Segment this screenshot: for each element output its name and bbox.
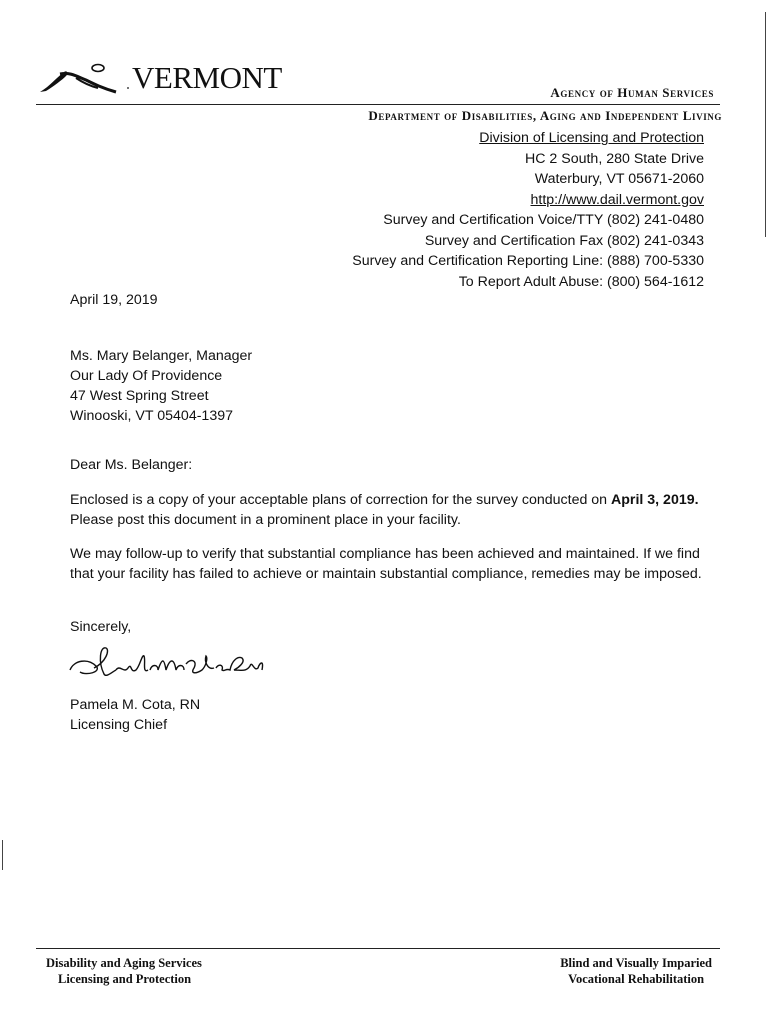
footer-right-line-2: Vocational Rehabilitation [568, 972, 705, 986]
department-name: Department of Disabilities, Aging and Independent Living [368, 108, 722, 123]
recipient-name: Ms. Mary Belanger, Manager [70, 348, 253, 364]
footer-left [46, 955, 202, 987]
header-divider [36, 104, 720, 105]
reporting-line: Survey and Certification Reporting Line: (888) 700-5330 [352, 253, 704, 269]
street-address: HC 2 South, 280 State Drive [524, 150, 704, 167]
recipient-address [70, 346, 252, 426]
letter-date: April 19, 2019 [70, 292, 158, 308]
paragraph-followup: We may follow-up to verify that substantial compliance has been achieved and maintained. If we find that your facility has failed to achieve or maintain substantial compliance, remedies may be imposed. [70, 546, 702, 582]
voice-tty-line: Survey and Certification Voice/TTY (802) 241-0480 [383, 212, 704, 228]
survey-date: April 3, 2019. [611, 492, 699, 508]
state-name: VERMONT [132, 60, 282, 95]
scan-edge-mark [2, 840, 3, 870]
footer-left-line-2: Licensing and Protection [58, 972, 192, 986]
agency-name: Agency of Human Services [550, 85, 714, 100]
closing: Sincerely, [70, 619, 132, 635]
para1-text-end: Please post this document in a prominent place in your facility. [70, 512, 461, 528]
signature-image [66, 644, 276, 688]
website-link[interactable]: http://www.dail.vermont.gov [530, 191, 704, 208]
scan-edge-line [765, 12, 766, 237]
contact-block [184, 128, 704, 292]
paragraph-enclosure [70, 490, 710, 530]
signer-block [70, 695, 200, 735]
fax-line: Survey and Certification Fax (802) 241-0343 [424, 232, 704, 249]
signer-name: Pamela M. Cota, RN [70, 697, 201, 713]
vermont-logo [36, 58, 286, 98]
abuse-report-line: To Report Adult Abuse: (800) 564-1612 [458, 273, 704, 290]
division-name: Division of Licensing and Protection [479, 130, 704, 146]
recipient-facility: Our Lady Of Providence [70, 368, 223, 384]
recipient-city: Winooski, VT 05404-1397 [70, 408, 233, 424]
mountain-logo-icon [36, 58, 136, 98]
footer-divider [36, 948, 720, 949]
para1-text: Enclosed is a copy of your acceptable plans of correction for the survey conducted on [70, 492, 612, 508]
footer-right-line-1: Blind and Visually Imparied [560, 956, 712, 970]
signer-title: Licensing Chief [70, 717, 168, 733]
footer-left-line-1: Disability and Aging Services [46, 956, 202, 970]
city-state-zip: Waterbury, VT 05671-2060 [534, 171, 704, 187]
recipient-street: 47 West Spring Street [70, 388, 209, 404]
footer-right [560, 955, 712, 987]
salutation: Dear Ms. Belanger: [70, 457, 193, 473]
